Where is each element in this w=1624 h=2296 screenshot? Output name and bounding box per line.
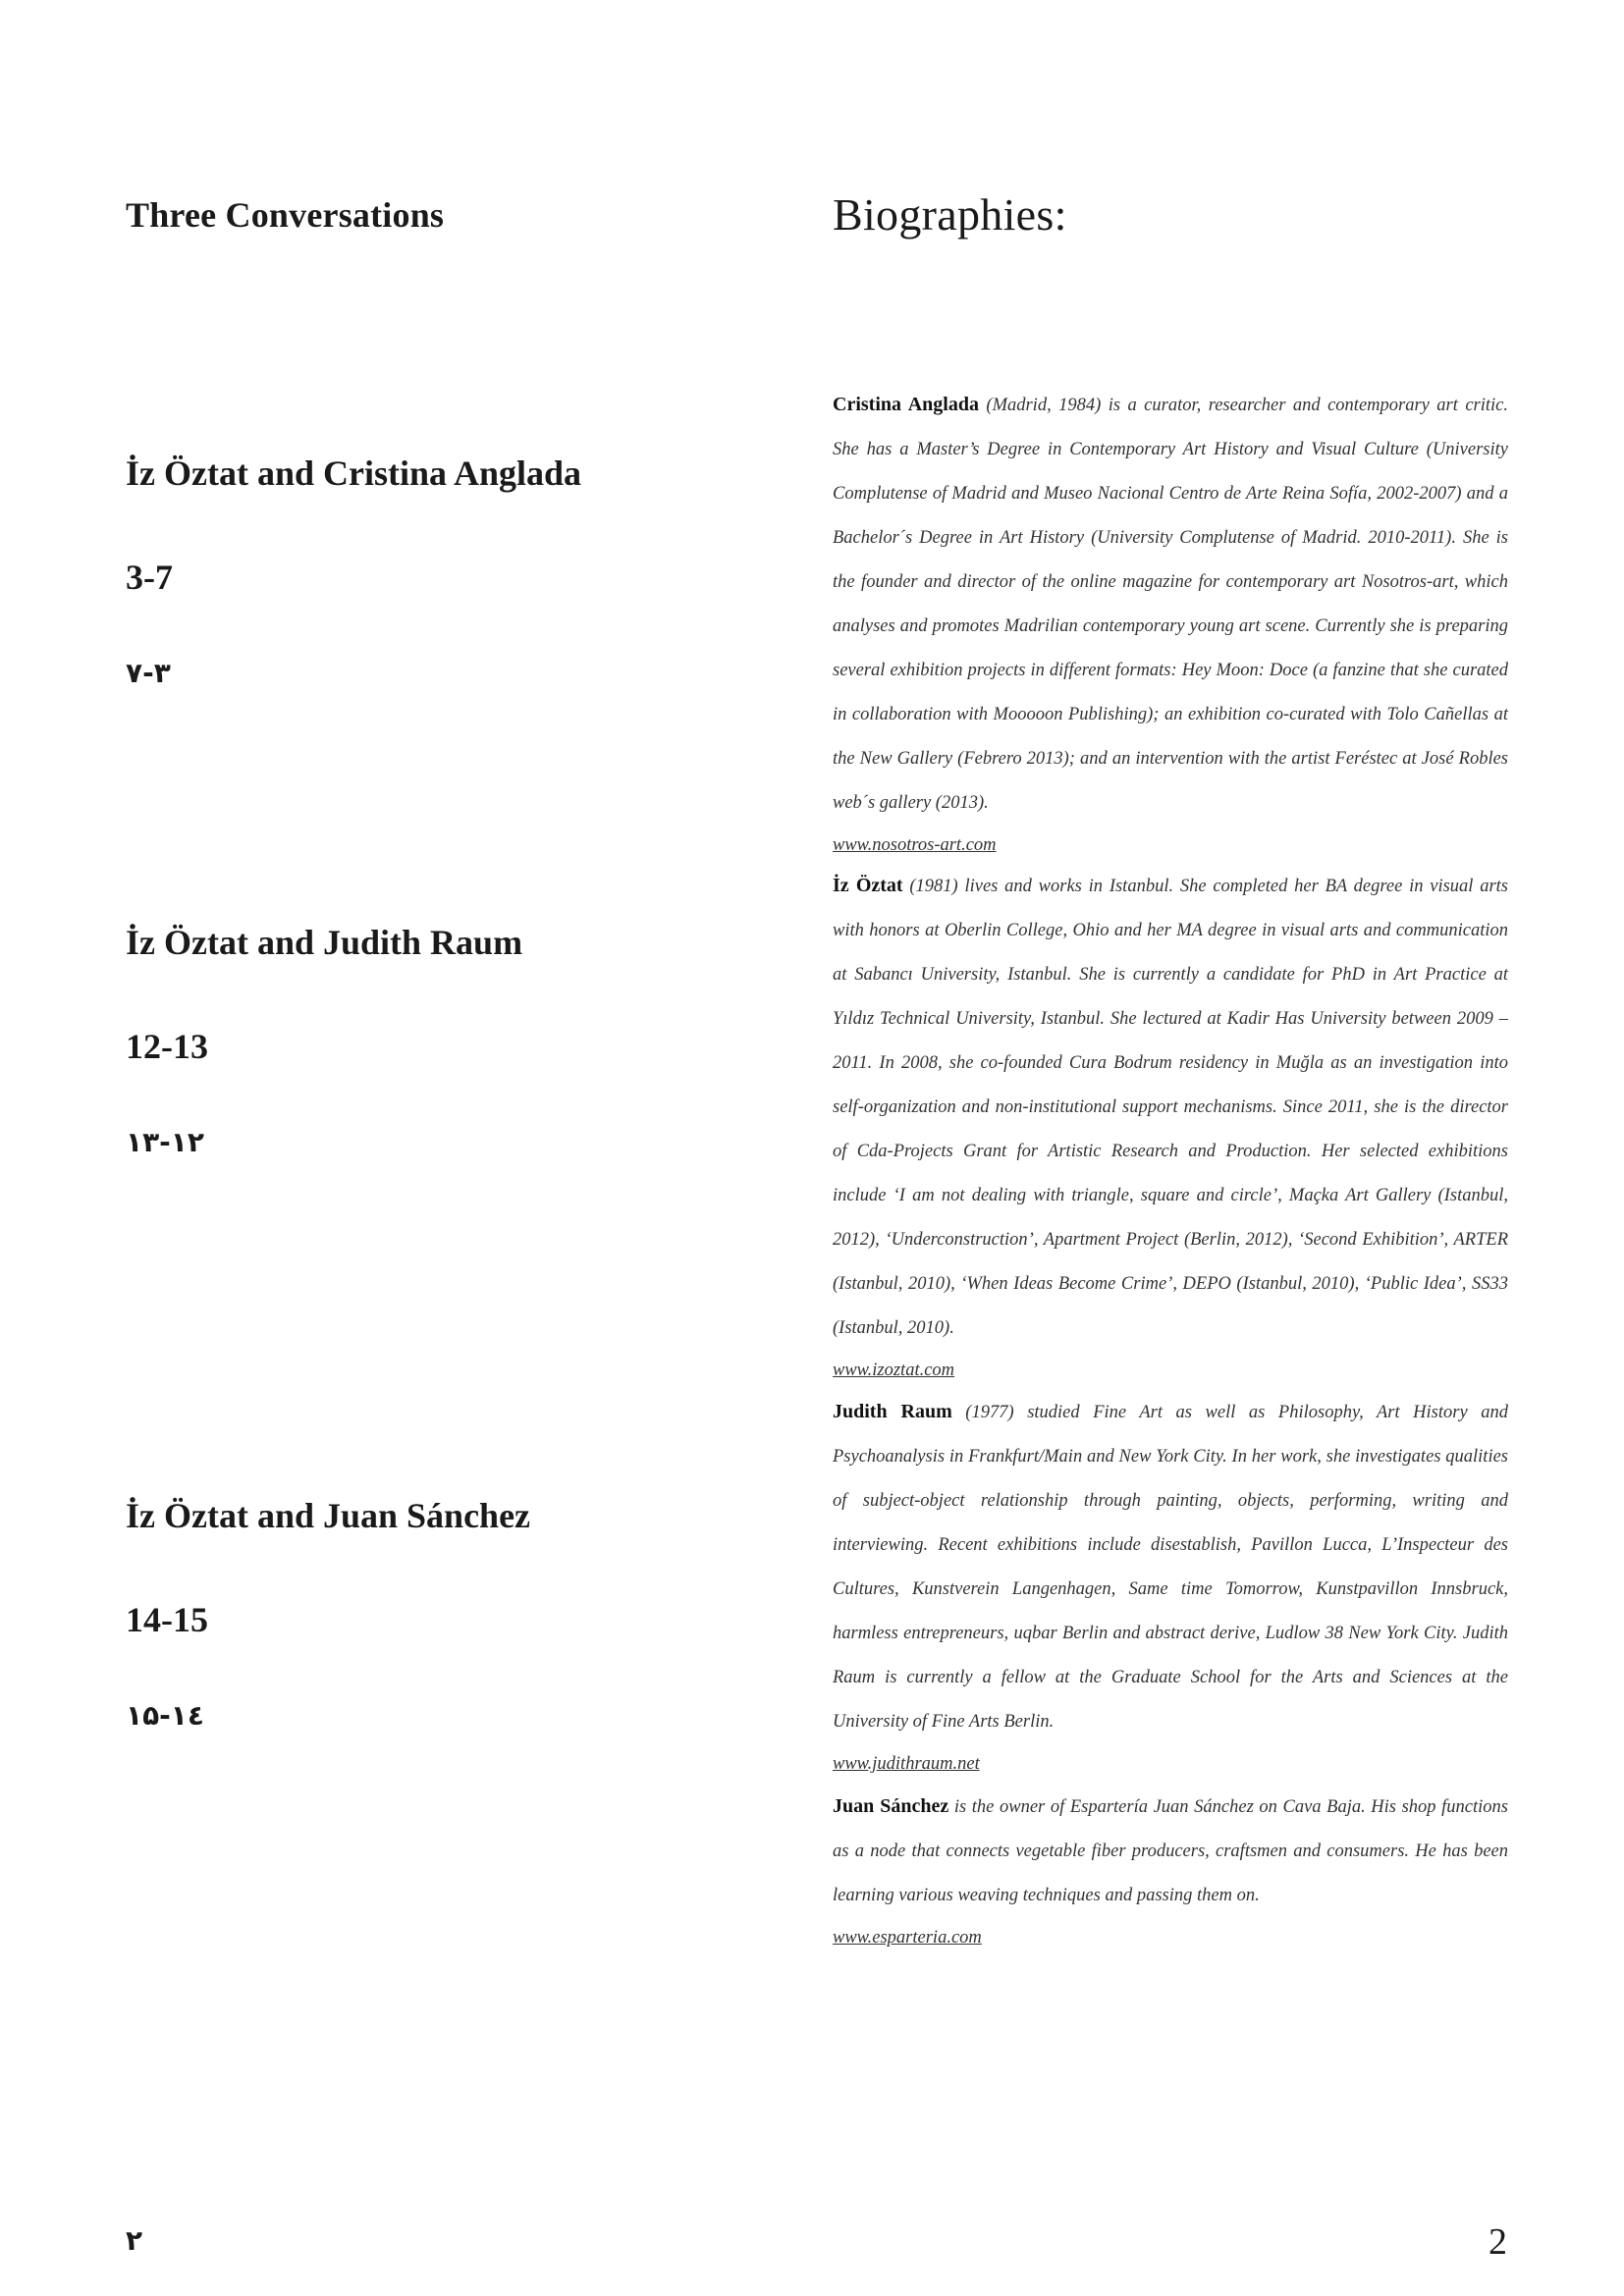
toc-entry-sanchez[interactable] bbox=[126, 1494, 754, 1735]
bio-name: İz Öztat bbox=[833, 875, 903, 896]
toc-entry-anglada[interactable] bbox=[126, 452, 754, 693]
toc-entry-title: İz Öztat and Juan Sánchez bbox=[126, 1496, 531, 1535]
bio-text: (1977) studied Fine Art as well as Philosophy, Art History and Psychoanalysis in Frankfurt/Main and New York City. In her work, she investigates qualities of subject-object relationship through painting, objects, performing, writing and interviewing. Recent exhibitions include disestablish, Pavillon Lucca, L’Inspecteur des Cultures, Kunstverein Langenhagen, Same time Tomorrow, Kunstpavillon Innsbruck, harmless entrepreneurs, uqbar Berlin and abstract derive, Ludlow 38 New York City. Judith Raum is currently a fellow at the Graduate School for the Arts and Sciences at the University of Fine Arts Berlin. bbox=[833, 1403, 1508, 1732]
contents-title: Three Conversations bbox=[126, 195, 445, 235]
toc-page-range: 12-13 bbox=[126, 1027, 208, 1066]
bio-juan-sanchez bbox=[833, 1785, 1508, 1957]
bio-name: Juan Sánchez bbox=[833, 1795, 949, 1817]
bio-website-link[interactable]: www.nosotros-art.com bbox=[833, 835, 997, 855]
toc-entry-raum[interactable] bbox=[126, 921, 754, 1162]
toc-page-range: 14-15 bbox=[126, 1600, 208, 1639]
toc-page-range-arabic: ۱۵-۱٤ bbox=[126, 1699, 204, 1732]
bio-text: (Madrid, 1984) is a curator, researcher and contemporary art critic. She has a Master’s Degree in Contemporary Art History and Visual Culture (University Complutense of Madrid and Museo Nacional Centro de Arte Reina Sofía, 2002-2007) and a Bachelor´s Degree in Art History (University Complutense of Madrid. 2010-2011). She is the founder and director of the online magazine for contemporary art Nosotros-art, which analyses and promotes Madrilian contemporary young art scene. Currently she is preparing several exhibition projects in different formats: Hey Moon: Doce (a fanzine that she curated in collaboration with Mooooon Publishing); an exhibition co-curated with Tolo Cañellas at the New Gallery (Febrero 2013); and an intervention with the artist Feréstec at José Robles web´s gallery (2013). bbox=[833, 396, 1508, 813]
bio-website-link[interactable]: www.izoztat.com bbox=[833, 1361, 955, 1380]
bio-website-link[interactable]: www.esparteria.com bbox=[833, 1928, 982, 1948]
bio-judith-raum bbox=[833, 1390, 1508, 1784]
bio-name: Judith Raum bbox=[833, 1401, 952, 1422]
bio-website-link[interactable]: www.judithraum.net bbox=[833, 1754, 980, 1774]
toc-entry-title: İz Öztat and Cristina Anglada bbox=[126, 454, 582, 493]
page-number: 2 bbox=[1489, 2221, 1507, 2263]
bio-text: is the owner of Espartería Juan Sánchez on Cava Baja. His shop functions as a node that connects vegetable fiber producers, craftsmen and consumers. He has been learning various weaving techniques and passing them on. bbox=[833, 1797, 1508, 1905]
bio-text: (1981) lives and works in Istanbul. She completed her BA degree in visual arts with honors at Oberlin College, Ohio and her MA degree in visual arts and communication at Sabancı University, Istanbul. She is currently a candidate for PhD in Art Practice at Yıldız Technical University, Istanbul. She lectured at Kadir Has University between 2009 – 2011. In 2008, she co-founded Cura Bodrum residency in Muğla as an investigation into self-organization and non-institutional support mechanisms. Since 2011, she is the director of Cda-Projects Grant for Artistic Research and Production. Her selected exhibitions include ‘I am not dealing with triangle, square and circle’, Maçka Art Gallery (Istanbul, 2012), ‘Underconstruction’, Apartment Project (Berlin, 2012), ‘Second Exhibition’, ARTER (Istanbul, 2010), ‘When Ideas Become Crime’, DEPO (Istanbul, 2010), ‘Public Idea’, SS33 (Istanbul, 2010). bbox=[833, 877, 1508, 1338]
toc-page-range-arabic: ۱۳-۱۲ bbox=[126, 1126, 204, 1158]
toc-entry-title: İz Öztat and Judith Raum bbox=[126, 923, 523, 962]
bio-cristina-anglada bbox=[833, 383, 1508, 865]
page-number-arabic: ۲ bbox=[126, 2224, 143, 2257]
toc-page-range-arabic: ۷-۳ bbox=[126, 657, 171, 689]
bio-name: Cristina Anglada bbox=[833, 394, 979, 415]
biographies-title: Biographies: bbox=[833, 189, 1067, 240]
bio-iz-oztat bbox=[833, 864, 1508, 1390]
toc-page-range: 3-7 bbox=[126, 558, 173, 597]
